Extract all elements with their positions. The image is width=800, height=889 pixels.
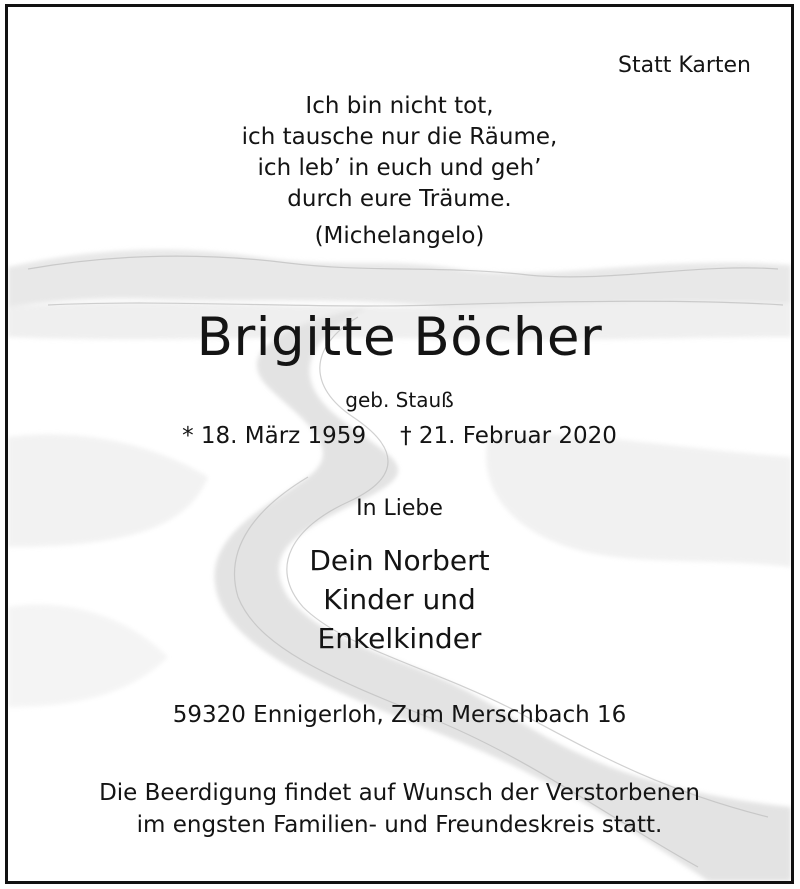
poem-line: durch eure Träume. (287, 186, 512, 212)
poem-author: (Michelangelo) (314, 223, 485, 249)
deceased-name: Brigitte Böcher (196, 307, 603, 368)
mourner-line: Kinder und (323, 583, 476, 616)
maiden-name: geb. Stauß (345, 388, 454, 412)
mourners-intro: In Liebe (356, 496, 443, 521)
poem-line: ich leb’ in euch und geh’ (257, 155, 542, 181)
life-dates (8, 423, 791, 449)
funeral-note (8, 777, 791, 841)
poem-line: Ich bin nicht tot, (305, 93, 494, 119)
mourner-line: Dein Norbert (309, 544, 490, 577)
poem-quote (8, 91, 791, 215)
obituary-notice (5, 4, 794, 884)
mourners-list (8, 541, 791, 658)
mourner-line: Enkelkinder (317, 622, 482, 655)
header-label: Statt Karten (618, 53, 751, 78)
death-date: † 21. Februar 2020 (400, 423, 617, 449)
birth-date: * 18. März 1959 (182, 423, 367, 449)
family-address: 59320 Ennigerloh, Zum Merschbach 16 (172, 702, 627, 728)
funeral-note-line: im engsten Familien- und Freundeskreis statt. (136, 812, 663, 838)
poem-line: ich tausche nur die Räume, (241, 124, 558, 150)
funeral-note-line: Die Beerdigung findet auf Wunsch der Verstorbenen (99, 780, 700, 806)
